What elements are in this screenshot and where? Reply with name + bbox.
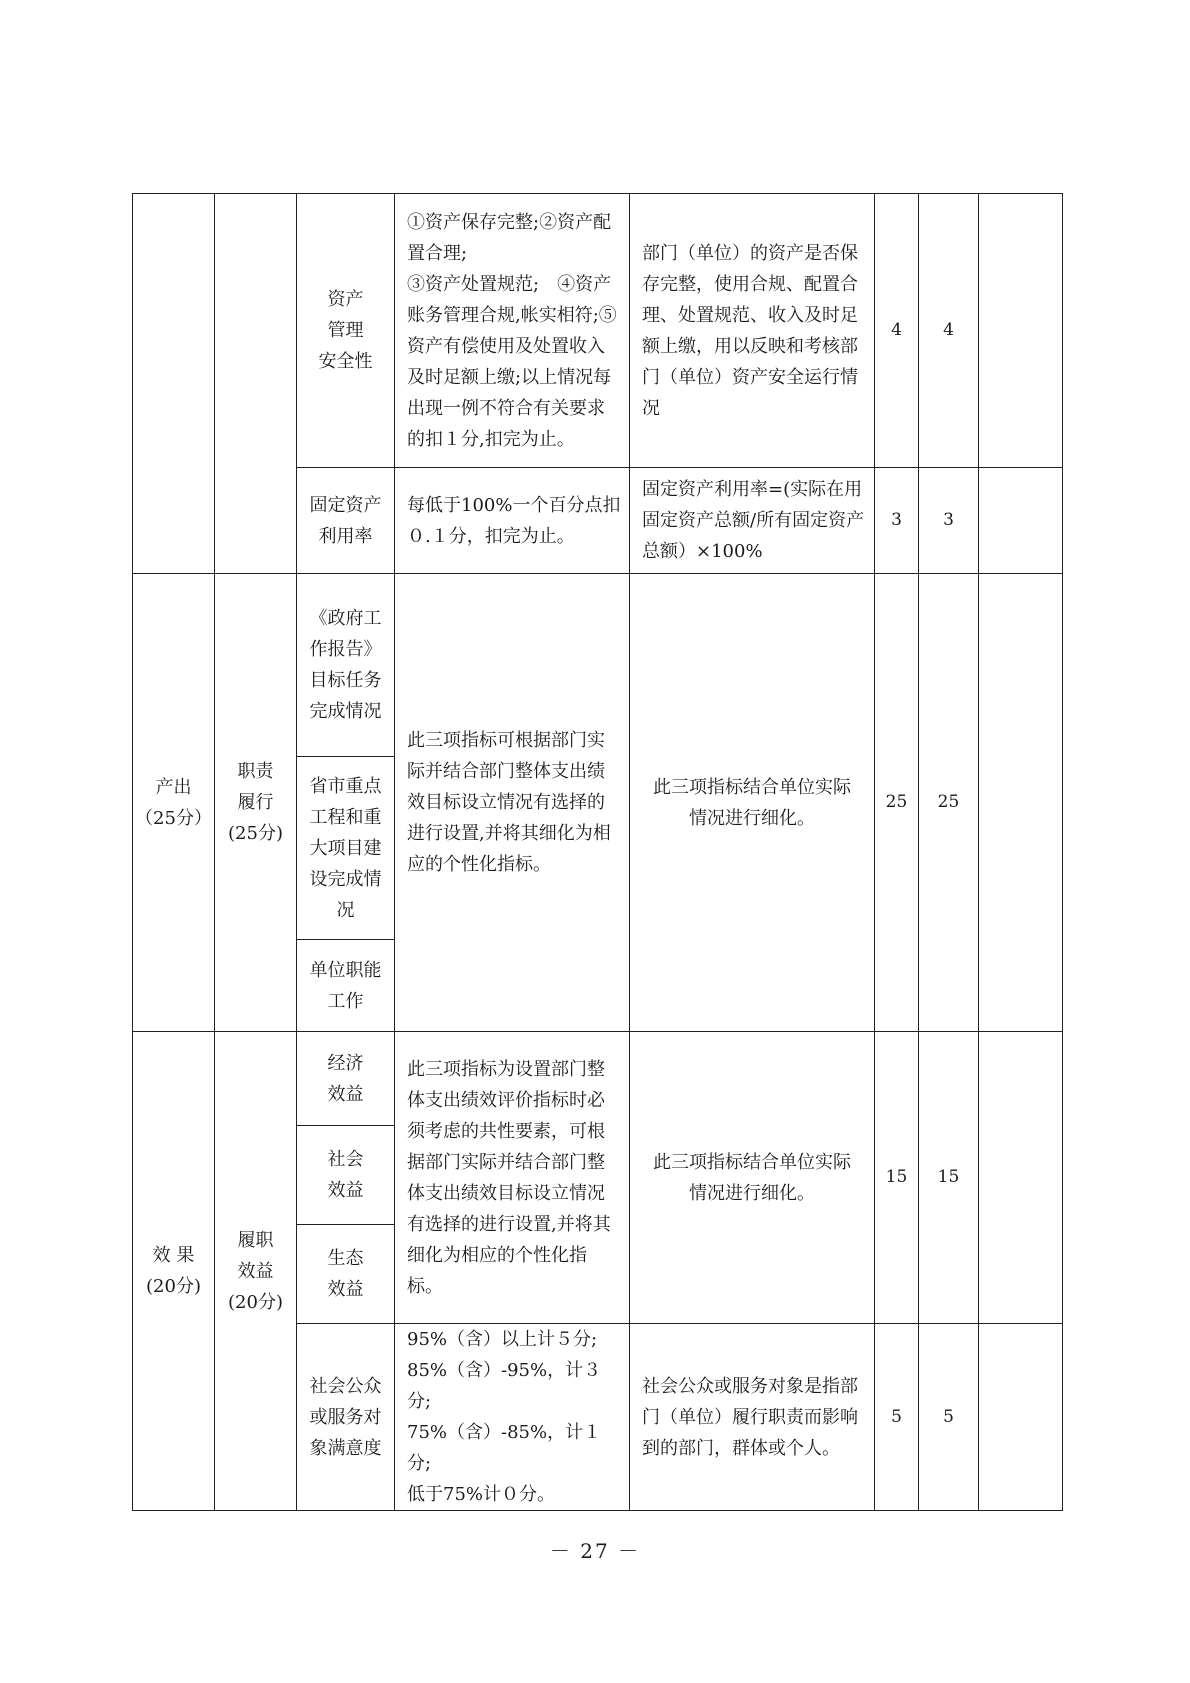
explanation-output: 此三项指标结合单位实际情况进行细化。 bbox=[630, 574, 875, 1032]
indicator-ecological: 生态 效益 bbox=[297, 1225, 395, 1324]
indicator-economic: 经济 效益 bbox=[297, 1032, 395, 1126]
score-output: 25 bbox=[919, 574, 979, 1032]
criteria-effect: 此三项指标为设置部门整体支出绩效评价指标时必须考虑的共性要素，可根据部门实际并结合部门整体支出绩效目标设立情况有选择的进行设置,并将其细化为相应的个性化指标。 bbox=[395, 1032, 630, 1324]
evaluation-table bbox=[132, 193, 1063, 1511]
indicator-fixed-asset-rate: 固定资产利用率 bbox=[297, 468, 395, 574]
level2-cell-empty bbox=[215, 194, 297, 574]
score-asset-safety: 4 bbox=[919, 194, 979, 468]
remark-cell bbox=[979, 1032, 1063, 1324]
explanation-effect: 此三项指标结合单位实际情况进行细化。 bbox=[630, 1032, 875, 1324]
weight-output: 25 bbox=[875, 574, 919, 1032]
level1-cell-empty bbox=[133, 194, 215, 574]
indicator-social: 社会 效益 bbox=[297, 1126, 395, 1225]
page-number: － 27 － bbox=[549, 1539, 641, 1563]
indicator-unit-duty: 单位职能工作 bbox=[297, 940, 395, 1032]
criteria-satisfaction: 95%（含）以上计５分; 85%（含）-95%，计３分; 75%（含）-85%，计１分; 低于75%计０分。 bbox=[395, 1324, 630, 1511]
criteria-fixed-asset-rate: 每低于100%一个百分点扣０.１分，扣完为止。 bbox=[395, 468, 630, 574]
indicator-gov-report: 《政府工作报告》目标任务完成情况 bbox=[297, 574, 395, 757]
criteria-output: 此三项指标可根据部门实际并结合部门整体支出绩效目标设立情况有选择的进行设置,并将其细化为相应的个性化指标。 bbox=[395, 574, 630, 1032]
table-row bbox=[133, 194, 1063, 468]
indicator-satisfaction: 社会公众或服务对象满意度 bbox=[297, 1324, 395, 1511]
weight-asset-safety: 4 bbox=[875, 194, 919, 468]
criteria-asset-safety: ①资产保存完整;②资产配置合理; ③资产处置规范; ④资产账务管理合规,帐实相符;⑤资产有偿使用及处置收入及时足额上缴;以上情况每出现一例不符合有关要求的扣１分,扣完为止。 bbox=[395, 194, 630, 468]
level1-output: 产出 （25分） bbox=[133, 574, 215, 1032]
level2-duty: 职责 履行 (25分) bbox=[215, 574, 297, 1032]
remark-cell bbox=[979, 574, 1063, 1032]
explanation-asset-safety: 部门（单位）的资产是否保存完整，使用合规、配置合理、处置规范、收入及时足额上缴，用以反映和考核部门（单位）资产安全运行情况 bbox=[630, 194, 875, 468]
remark-cell bbox=[979, 194, 1063, 468]
weight-effect: 15 bbox=[875, 1032, 919, 1324]
explanation-fixed-asset-rate: 固定资产利用率=(实际在用固定资产总额/所有固定资产总额）×100% bbox=[630, 468, 875, 574]
weight-fixed-asset-rate: 3 bbox=[875, 468, 919, 574]
score-satisfaction: 5 bbox=[919, 1324, 979, 1511]
level2-benefit: 履职 效益 (20分) bbox=[215, 1032, 297, 1511]
score-fixed-asset-rate: 3 bbox=[919, 468, 979, 574]
remark-cell bbox=[979, 1324, 1063, 1511]
table-row bbox=[133, 574, 1063, 757]
explanation-satisfaction: 社会公众或服务对象是指部门（单位）履行职责而影响到的部门，群体或个人。 bbox=[630, 1324, 875, 1511]
indicator-asset-safety: 资产 管理 安全性 bbox=[297, 194, 395, 468]
remark-cell bbox=[979, 468, 1063, 574]
indicator-key-projects: 省市重点工程和重大项目建设完成情况 bbox=[297, 757, 395, 940]
score-effect: 15 bbox=[919, 1032, 979, 1324]
weight-satisfaction: 5 bbox=[875, 1324, 919, 1511]
table-row bbox=[133, 1032, 1063, 1126]
level1-effect: 效 果 (20分) bbox=[133, 1032, 215, 1511]
